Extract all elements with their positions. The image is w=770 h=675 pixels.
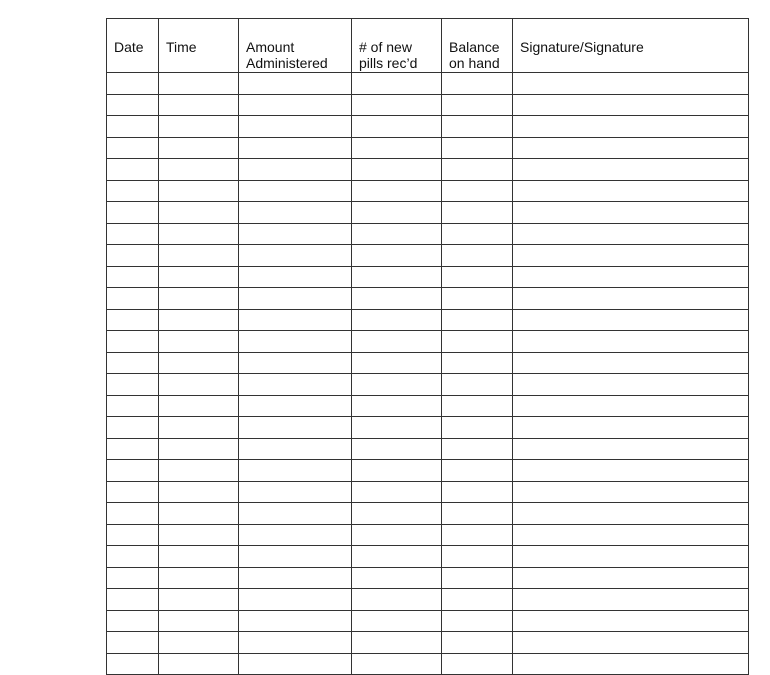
signature-cell[interactable] — [513, 524, 749, 546]
amount-cell[interactable] — [239, 417, 352, 439]
new-pills-cell[interactable] — [352, 374, 442, 396]
signature-cell[interactable] — [513, 223, 749, 245]
time-cell[interactable] — [159, 632, 239, 654]
date-cell[interactable] — [107, 202, 159, 224]
balance-cell[interactable] — [442, 288, 513, 310]
new-pills-cell[interactable] — [352, 438, 442, 460]
table-row — [107, 610, 749, 632]
balance-cell[interactable] — [442, 374, 513, 396]
table-row — [107, 481, 749, 503]
date-cell[interactable] — [107, 503, 159, 525]
amount-cell[interactable] — [239, 73, 352, 95]
signature-cell[interactable] — [513, 610, 749, 632]
signature-cell[interactable] — [513, 481, 749, 503]
table-row — [107, 503, 749, 525]
date-cell[interactable] — [107, 137, 159, 159]
new-pills-cell[interactable] — [352, 352, 442, 374]
new-pills-cell[interactable] — [352, 395, 442, 417]
date-cell[interactable] — [107, 159, 159, 181]
table-row — [107, 460, 749, 482]
amount-cell[interactable] — [239, 245, 352, 267]
balance-cell[interactable] — [442, 546, 513, 568]
signature-cell[interactable] — [513, 137, 749, 159]
table-row — [107, 94, 749, 116]
amount-cell[interactable] — [239, 374, 352, 396]
header-signature: Signature/Signature — [513, 19, 749, 73]
date-cell[interactable] — [107, 567, 159, 589]
amount-cell[interactable] — [239, 481, 352, 503]
balance-cell[interactable] — [442, 137, 513, 159]
new-pills-cell[interactable] — [352, 524, 442, 546]
balance-cell[interactable] — [442, 567, 513, 589]
balance-cell[interactable] — [442, 94, 513, 116]
date-cell[interactable] — [107, 116, 159, 138]
table-row — [107, 116, 749, 138]
signature-cell[interactable] — [513, 546, 749, 568]
header-row — [107, 19, 749, 73]
new-pills-cell[interactable] — [352, 266, 442, 288]
time-cell[interactable] — [159, 395, 239, 417]
date-cell[interactable] — [107, 352, 159, 374]
signature-cell[interactable] — [513, 180, 749, 202]
time-cell[interactable] — [159, 309, 239, 331]
signature-cell[interactable] — [513, 567, 749, 589]
date-cell[interactable] — [107, 546, 159, 568]
header-amount-administered: Amount Administered — [239, 19, 352, 73]
new-pills-cell[interactable] — [352, 567, 442, 589]
new-pills-cell[interactable] — [352, 116, 442, 138]
amount-cell[interactable] — [239, 503, 352, 525]
date-cell[interactable] — [107, 309, 159, 331]
header-date: Date — [107, 19, 159, 73]
time-cell[interactable] — [159, 202, 239, 224]
table-row — [107, 374, 749, 396]
date-cell[interactable] — [107, 460, 159, 482]
table-row — [107, 137, 749, 159]
signature-cell[interactable] — [513, 202, 749, 224]
date-cell[interactable] — [107, 245, 159, 267]
amount-cell[interactable] — [239, 202, 352, 224]
table-row — [107, 589, 749, 611]
header-new-pills-received: # of new pills rec’d — [352, 19, 442, 73]
signature-cell[interactable] — [513, 589, 749, 611]
new-pills-cell[interactable] — [352, 159, 442, 181]
table-row — [107, 266, 749, 288]
time-cell[interactable] — [159, 503, 239, 525]
time-cell[interactable] — [159, 288, 239, 310]
new-pills-cell[interactable] — [352, 180, 442, 202]
signature-cell[interactable] — [513, 266, 749, 288]
table-row — [107, 653, 749, 675]
time-cell[interactable] — [159, 481, 239, 503]
time-cell[interactable] — [159, 180, 239, 202]
table-row — [107, 352, 749, 374]
signature-cell[interactable] — [513, 352, 749, 374]
signature-cell[interactable] — [513, 331, 749, 353]
table-row — [107, 202, 749, 224]
new-pills-cell[interactable] — [352, 137, 442, 159]
date-cell[interactable] — [107, 180, 159, 202]
new-pills-cell[interactable] — [352, 309, 442, 331]
date-cell[interactable] — [107, 481, 159, 503]
table-row — [107, 245, 749, 267]
new-pills-cell[interactable] — [352, 589, 442, 611]
amount-cell[interactable] — [239, 288, 352, 310]
balance-cell[interactable] — [442, 309, 513, 331]
amount-cell[interactable] — [239, 438, 352, 460]
date-cell[interactable] — [107, 417, 159, 439]
time-cell[interactable] — [159, 331, 239, 353]
signature-cell[interactable] — [513, 159, 749, 181]
date-cell[interactable] — [107, 395, 159, 417]
medication-log-table — [106, 18, 749, 675]
balance-cell[interactable] — [442, 352, 513, 374]
signature-cell[interactable] — [513, 395, 749, 417]
time-cell[interactable] — [159, 94, 239, 116]
amount-cell[interactable] — [239, 331, 352, 353]
time-cell[interactable] — [159, 159, 239, 181]
new-pills-cell[interactable] — [352, 73, 442, 95]
header-time: Time — [159, 19, 239, 73]
balance-cell[interactable] — [442, 180, 513, 202]
time-cell[interactable] — [159, 460, 239, 482]
time-cell[interactable] — [159, 438, 239, 460]
table-row — [107, 288, 749, 310]
date-cell[interactable] — [107, 610, 159, 632]
time-cell[interactable] — [159, 524, 239, 546]
date-cell[interactable] — [107, 288, 159, 310]
signature-cell[interactable] — [513, 288, 749, 310]
time-cell[interactable] — [159, 245, 239, 267]
time-cell[interactable] — [159, 374, 239, 396]
amount-cell[interactable] — [239, 309, 352, 331]
signature-cell[interactable] — [513, 374, 749, 396]
amount-cell[interactable] — [239, 94, 352, 116]
table-row — [107, 417, 749, 439]
new-pills-cell[interactable] — [352, 460, 442, 482]
amount-cell[interactable] — [239, 137, 352, 159]
amount-cell[interactable] — [239, 116, 352, 138]
date-cell[interactable] — [107, 653, 159, 675]
signature-cell[interactable] — [513, 653, 749, 675]
signature-cell[interactable] — [513, 503, 749, 525]
time-cell[interactable] — [159, 417, 239, 439]
signature-cell[interactable] — [513, 460, 749, 482]
new-pills-cell[interactable] — [352, 202, 442, 224]
balance-cell[interactable] — [442, 417, 513, 439]
new-pills-cell[interactable] — [352, 417, 442, 439]
amount-cell[interactable] — [239, 223, 352, 245]
balance-cell[interactable] — [442, 116, 513, 138]
table-row — [107, 223, 749, 245]
balance-cell[interactable] — [442, 223, 513, 245]
new-pills-cell[interactable] — [352, 288, 442, 310]
amount-cell[interactable] — [239, 460, 352, 482]
time-cell[interactable] — [159, 653, 239, 675]
new-pills-cell[interactable] — [352, 223, 442, 245]
table-row — [107, 309, 749, 331]
balance-cell[interactable] — [442, 245, 513, 267]
balance-cell[interactable] — [442, 481, 513, 503]
balance-cell[interactable] — [442, 159, 513, 181]
signature-cell[interactable] — [513, 73, 749, 95]
table-row — [107, 438, 749, 460]
table-row — [107, 632, 749, 654]
signature-cell[interactable] — [513, 116, 749, 138]
time-cell[interactable] — [159, 266, 239, 288]
amount-cell[interactable] — [239, 524, 352, 546]
date-cell[interactable] — [107, 374, 159, 396]
balance-cell[interactable] — [442, 395, 513, 417]
amount-cell[interactable] — [239, 352, 352, 374]
time-cell[interactable] — [159, 223, 239, 245]
signature-cell[interactable] — [513, 632, 749, 654]
new-pills-cell[interactable] — [352, 503, 442, 525]
time-cell[interactable] — [159, 567, 239, 589]
new-pills-cell[interactable] — [352, 546, 442, 568]
time-cell[interactable] — [159, 116, 239, 138]
new-pills-cell[interactable] — [352, 632, 442, 654]
time-cell[interactable] — [159, 610, 239, 632]
amount-cell[interactable] — [239, 266, 352, 288]
balance-cell[interactable] — [442, 524, 513, 546]
balance-cell[interactable] — [442, 610, 513, 632]
date-cell[interactable] — [107, 438, 159, 460]
time-cell[interactable] — [159, 352, 239, 374]
date-cell[interactable] — [107, 589, 159, 611]
date-cell[interactable] — [107, 524, 159, 546]
amount-cell[interactable] — [239, 589, 352, 611]
new-pills-cell[interactable] — [352, 331, 442, 353]
table-row — [107, 159, 749, 181]
signature-cell[interactable] — [513, 417, 749, 439]
time-cell[interactable] — [159, 73, 239, 95]
date-cell[interactable] — [107, 94, 159, 116]
balance-cell[interactable] — [442, 632, 513, 654]
amount-cell[interactable] — [239, 546, 352, 568]
time-cell[interactable] — [159, 137, 239, 159]
balance-cell[interactable] — [442, 460, 513, 482]
signature-cell[interactable] — [513, 245, 749, 267]
table-row — [107, 180, 749, 202]
date-cell[interactable] — [107, 223, 159, 245]
new-pills-cell[interactable] — [352, 653, 442, 675]
amount-cell[interactable] — [239, 159, 352, 181]
balance-cell[interactable] — [442, 438, 513, 460]
table-row — [107, 73, 749, 95]
balance-cell[interactable] — [442, 503, 513, 525]
balance-cell[interactable] — [442, 589, 513, 611]
new-pills-cell[interactable] — [352, 481, 442, 503]
new-pills-cell[interactable] — [352, 94, 442, 116]
signature-cell[interactable] — [513, 94, 749, 116]
balance-cell[interactable] — [442, 653, 513, 675]
amount-cell[interactable] — [239, 610, 352, 632]
date-cell[interactable] — [107, 73, 159, 95]
table-row — [107, 567, 749, 589]
new-pills-cell[interactable] — [352, 610, 442, 632]
new-pills-cell[interactable] — [352, 245, 442, 267]
time-cell[interactable] — [159, 546, 239, 568]
balance-cell[interactable] — [442, 73, 513, 95]
amount-cell[interactable] — [239, 653, 352, 675]
table-row — [107, 546, 749, 568]
date-cell[interactable] — [107, 266, 159, 288]
signature-cell[interactable] — [513, 438, 749, 460]
table-row — [107, 331, 749, 353]
time-cell[interactable] — [159, 589, 239, 611]
balance-cell[interactable] — [442, 331, 513, 353]
date-cell[interactable] — [107, 331, 159, 353]
table-row — [107, 395, 749, 417]
date-cell[interactable] — [107, 632, 159, 654]
log-body — [107, 73, 749, 675]
amount-cell[interactable] — [239, 395, 352, 417]
balance-cell[interactable] — [442, 266, 513, 288]
balance-cell[interactable] — [442, 202, 513, 224]
header-balance-on-hand: Balance on hand — [442, 19, 513, 73]
amount-cell[interactable] — [239, 632, 352, 654]
amount-cell[interactable] — [239, 567, 352, 589]
table-row — [107, 524, 749, 546]
amount-cell[interactable] — [239, 180, 352, 202]
signature-cell[interactable] — [513, 309, 749, 331]
